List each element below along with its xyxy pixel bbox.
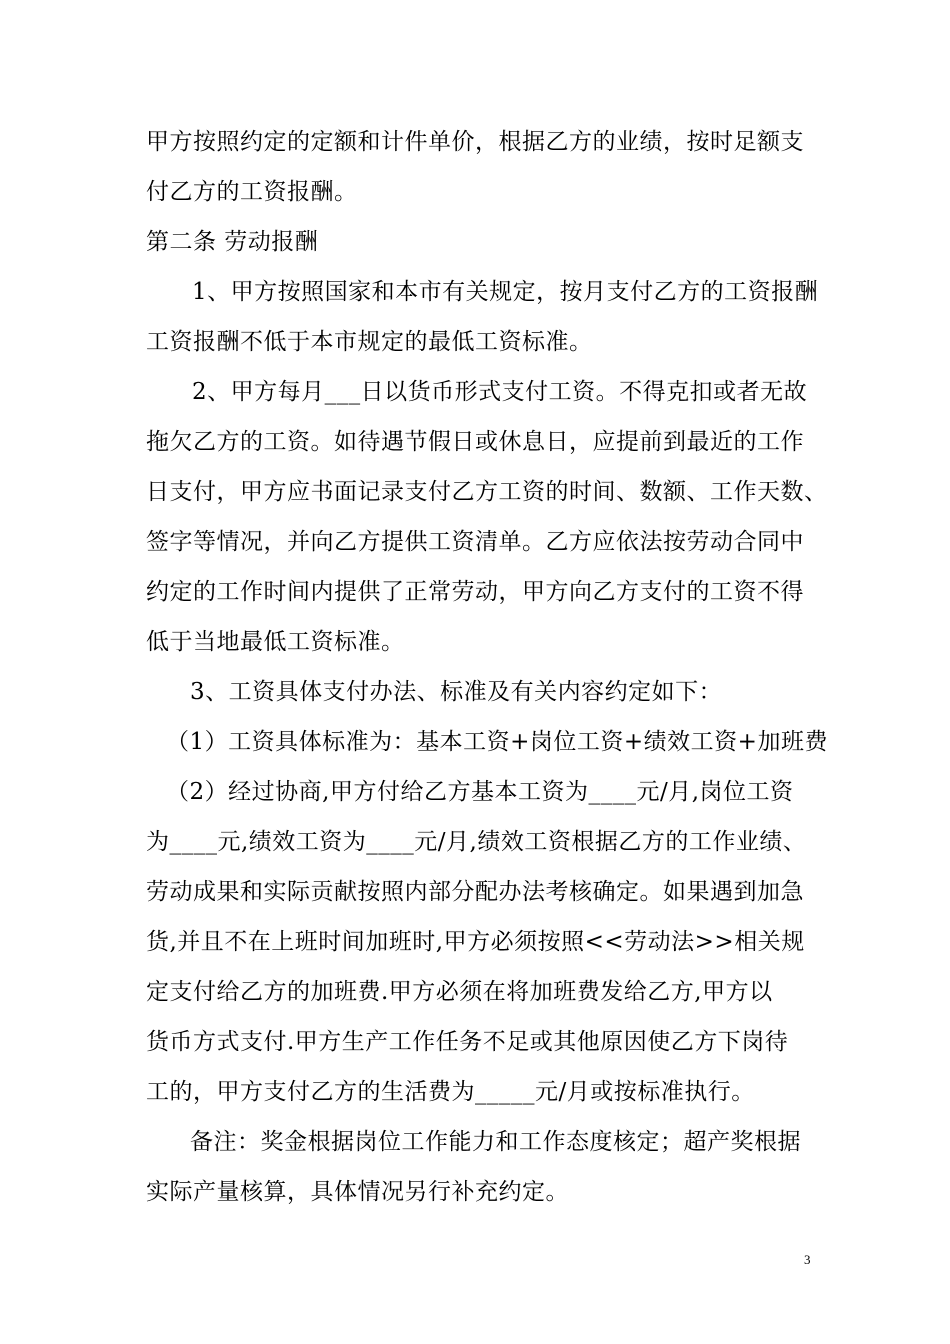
text-line: 甲方按照约定的定额和计件单价，根据乙方的业绩，按时足额支 [146,129,804,155]
text-line: 拖欠乙方的工资。如待遇节假日或休息日，应提前到最近的工作 [146,429,804,455]
text-line: 货币方式支付.甲方生产工作任务不足或其他原因使乙方下岗待 [146,1029,789,1055]
text-line: 2、甲方每月___日以货币形式支付工资。不得克扣或者无故 [192,379,808,405]
text-line: 签字等情况，并向乙方提供工资清单。乙方应依法按劳动合同中 [146,529,804,555]
text-line: 为____元,绩效工资为____元/月,绩效工资根据乙方的工作业绩、 [146,829,807,855]
page-number: 3 [804,1252,811,1267]
text-line: 定支付给乙方的加班费.甲方必须在将加班费发给乙方,甲方以 [146,979,773,1005]
text-line: 1、甲方按照国家和本市有关规定，按月支付乙方的工资报酬 [192,279,819,305]
text-line: 日支付，甲方应书面记录支付乙方工资的时间、数额、工作天数、 [146,479,828,505]
text-line: （1）工资具体标准为：基本工资+岗位工资+绩效工资+加班费 [166,729,828,755]
text-line: 货,并且不在上班时间加班时,甲方必须按照<<劳动法>>相关规 [146,929,805,955]
text-line: 实际产量核算，具体情况另行补充约定。 [146,1179,569,1205]
text-line: 工资报酬不低于本市规定的最低工资标准。 [146,329,593,355]
text-line: 劳动成果和实际贡献按照内部分配办法考核确定。如果遇到加急 [146,879,804,905]
text-line: 低于当地最低工资标准。 [146,629,405,655]
text-line: 约定的工作时间内提供了正常劳动，甲方向乙方支付的工资不得 [146,579,804,605]
text-line: （2）经过协商,甲方付给乙方基本工资为____元/月,岗位工资 [166,779,794,805]
section-heading: 第二条 劳动报酬 [146,229,319,255]
text-line: 3、工资具体支付办法、标准及有关内容约定如下： [190,679,723,705]
text-line: 备注：奖金根据岗位工作能力和工作态度核定；超产奖根据 [190,1129,801,1155]
text-line: 付乙方的工资报酬。 [146,179,358,205]
text-line: 工的，甲方支付乙方的生活费为_____元/月或按标准执行。 [146,1079,755,1105]
